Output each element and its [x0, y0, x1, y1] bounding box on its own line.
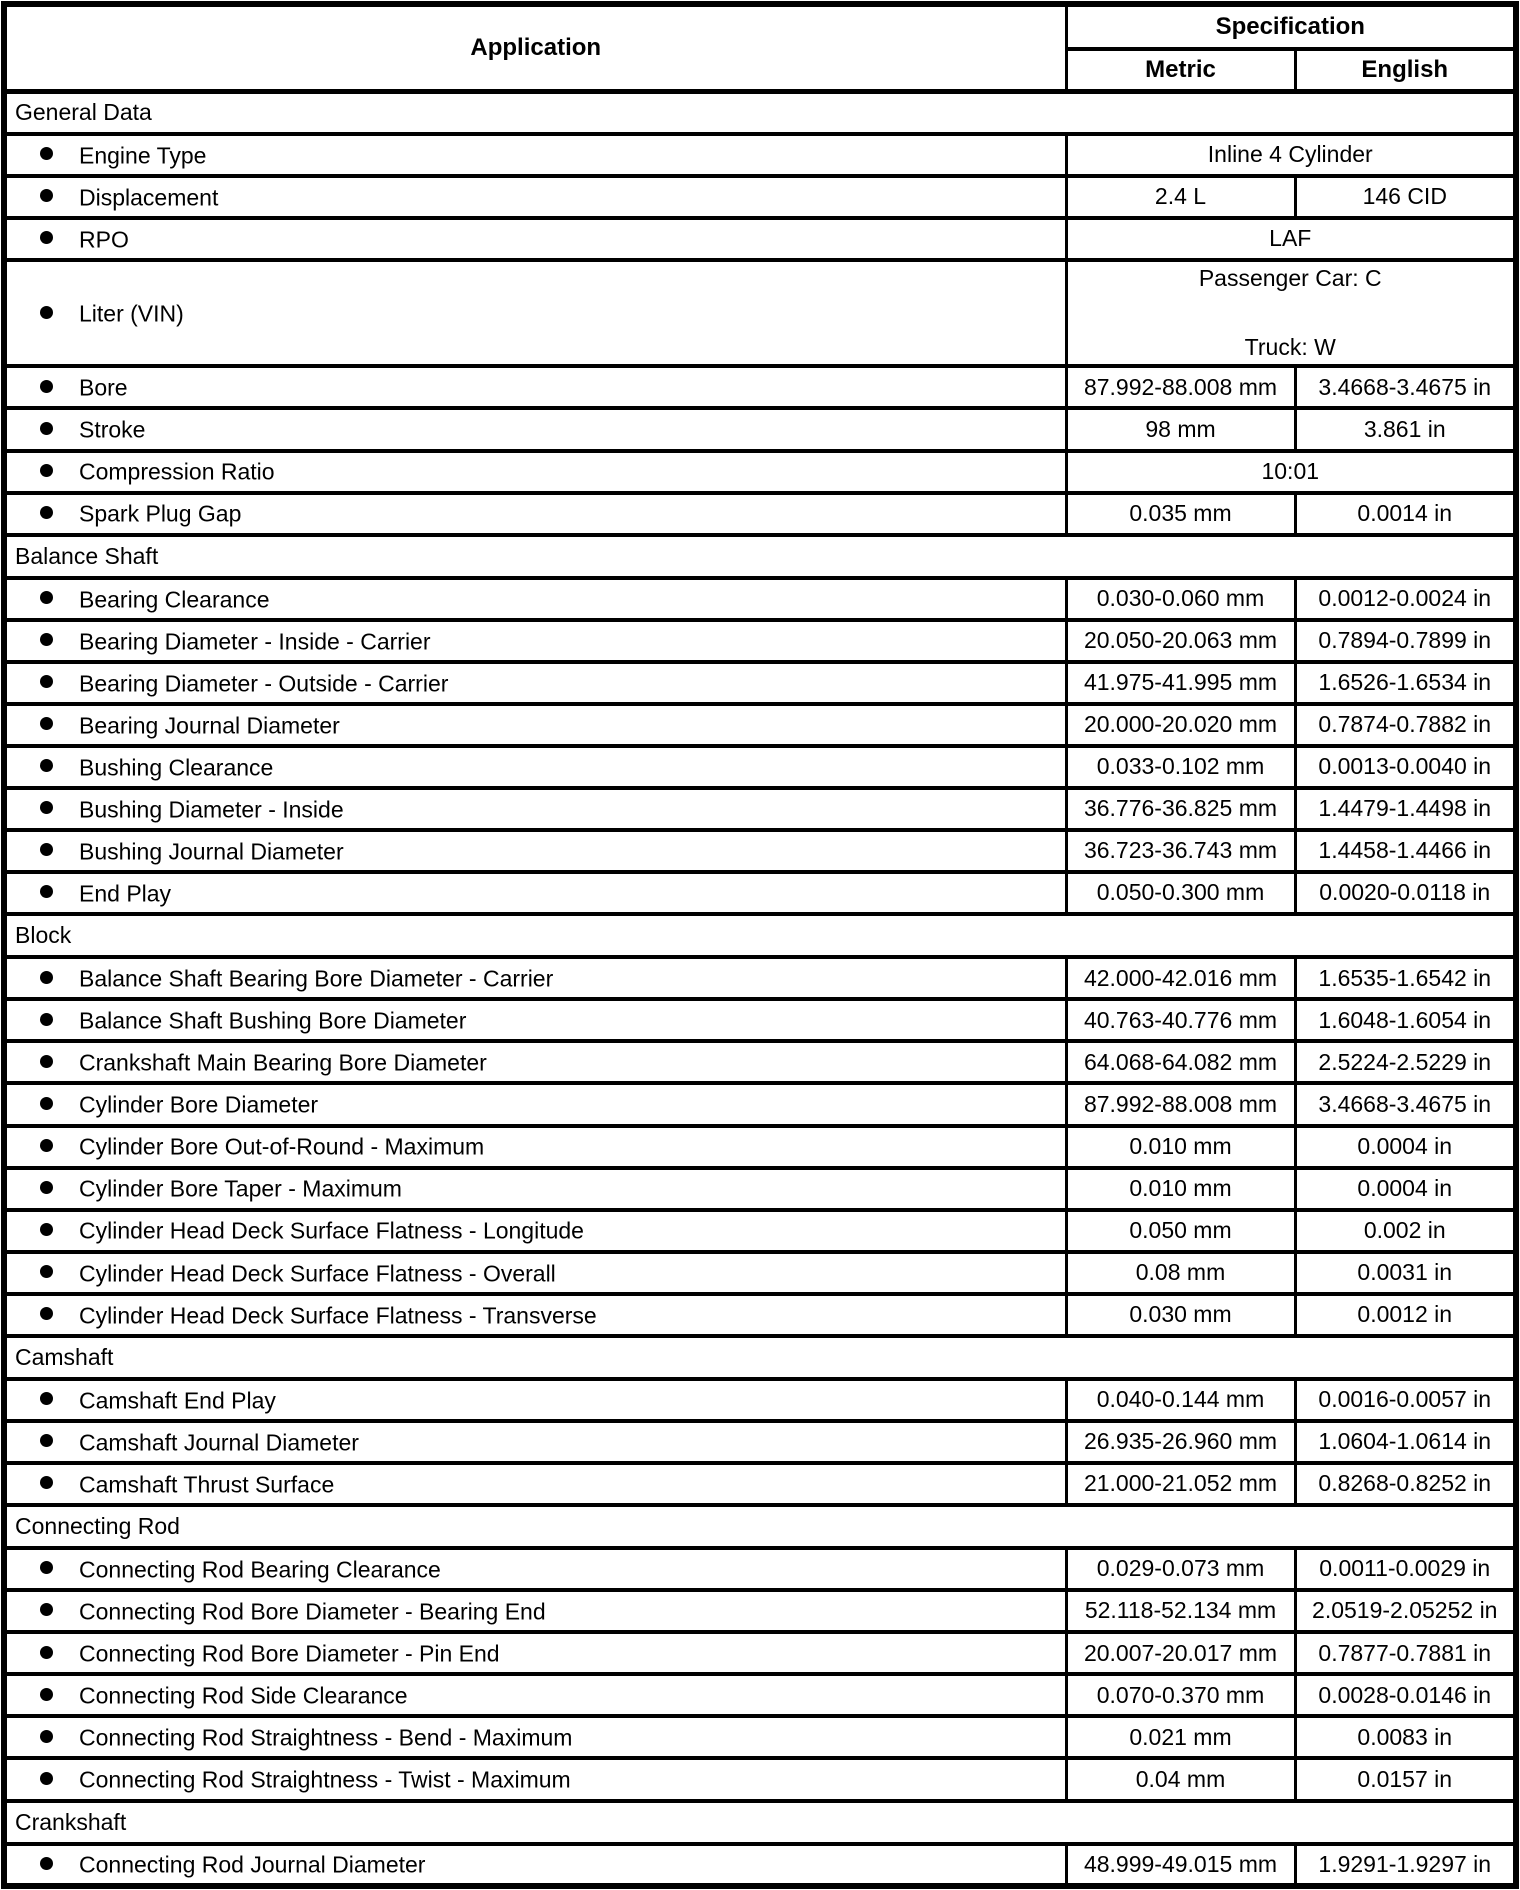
application-cell — [4, 662, 1066, 704]
application-cell — [4, 134, 1066, 176]
application-label: Connecting Rod Bearing Clearance — [79, 1556, 441, 1583]
specification-value — [1066, 260, 1516, 366]
metric-value: 0.040-0.144 mm — [1066, 1379, 1295, 1421]
metric-value: 21.000-21.052 mm — [1066, 1463, 1295, 1505]
spec-row — [4, 788, 1516, 830]
english-value: 0.7894-0.7899 in — [1295, 620, 1516, 662]
application-cell — [4, 872, 1066, 914]
spec-row — [4, 1168, 1516, 1210]
specification-value-line: Passenger Car: C — [1198, 264, 1382, 291]
bullet-icon — [40, 1646, 53, 1659]
english-value: 0.0011-0.0029 in — [1295, 1548, 1516, 1590]
bullet-icon — [40, 464, 53, 477]
metric-value: 20.007-20.017 mm — [1066, 1632, 1295, 1674]
bullet-icon — [40, 506, 53, 519]
metric-value: 0.050-0.300 mm — [1066, 872, 1295, 914]
english-value: 0.0013-0.0040 in — [1295, 746, 1516, 788]
column-header-metric: Metric — [1066, 49, 1295, 91]
section-header: Crankshaft — [4, 1801, 1516, 1844]
bullet-icon — [40, 1097, 53, 1110]
application-label: Bearing Diameter - Outside - Carrier — [79, 670, 449, 697]
application-label: Connecting Rod Side Clearance — [79, 1682, 408, 1709]
bullet-icon — [40, 1603, 53, 1616]
metric-value: 0.035 mm — [1066, 493, 1295, 535]
specification-value: 10:01 — [1066, 451, 1516, 493]
application-label: Cylinder Head Deck Surface Flatness - Transverse — [79, 1302, 597, 1329]
english-value: 0.7874-0.7882 in — [1295, 704, 1516, 746]
metric-value: 87.992-88.008 mm — [1066, 1083, 1295, 1125]
engine-specifications-table — [1, 1, 1519, 1889]
section-row — [4, 914, 1516, 957]
spec-row — [4, 1548, 1516, 1590]
metric-value: 0.070-0.370 mm — [1066, 1674, 1295, 1716]
bullet-icon — [40, 971, 53, 984]
bullet-icon — [40, 843, 53, 856]
bullet-icon — [40, 633, 53, 646]
bullet-icon — [40, 1730, 53, 1743]
metric-value: 0.04 mm — [1066, 1758, 1295, 1800]
section-header: Camshaft — [4, 1336, 1516, 1379]
application-cell — [4, 1632, 1066, 1674]
spec-row — [4, 1674, 1516, 1716]
table-body — [4, 91, 1516, 1886]
english-value: 0.0157 in — [1295, 1758, 1516, 1800]
metric-value: 42.000-42.016 mm — [1066, 957, 1295, 999]
metric-value: 52.118-52.134 mm — [1066, 1590, 1295, 1632]
spec-row — [4, 662, 1516, 704]
bullet-icon — [40, 1181, 53, 1194]
spec-row — [4, 704, 1516, 746]
application-cell — [4, 746, 1066, 788]
english-value: 3.4668-3.4675 in — [1295, 1083, 1516, 1125]
application-label: Bushing Diameter - Inside — [79, 796, 344, 823]
spec-row — [4, 1252, 1516, 1294]
english-value: 0.8268-0.8252 in — [1295, 1463, 1516, 1505]
section-header: General Data — [4, 91, 1516, 134]
spec-row — [4, 176, 1516, 218]
section-row — [4, 1336, 1516, 1379]
application-label: Camshaft Journal Diameter — [79, 1429, 359, 1456]
bullet-icon — [40, 1307, 53, 1320]
application-cell — [4, 1548, 1066, 1590]
application-label: Liter (VIN) — [79, 300, 184, 327]
metric-value: 0.030-0.060 mm — [1066, 578, 1295, 620]
specification-value: LAF — [1066, 218, 1516, 260]
english-value: 0.0004 in — [1295, 1126, 1516, 1168]
application-label: Cylinder Bore Taper - Maximum — [79, 1175, 402, 1202]
bullet-icon — [40, 885, 53, 898]
bullet-icon — [40, 717, 53, 730]
application-cell — [4, 408, 1066, 450]
spec-row — [4, 366, 1516, 408]
bullet-icon — [40, 1139, 53, 1152]
english-value: 1.0604-1.0614 in — [1295, 1421, 1516, 1463]
spec-row — [4, 999, 1516, 1041]
bullet-icon — [40, 1857, 53, 1870]
specification-value-line: Truck: W — [1244, 334, 1336, 361]
bullet-icon — [40, 759, 53, 772]
application-label: Bushing Journal Diameter — [79, 838, 344, 865]
english-value: 0.0083 in — [1295, 1716, 1516, 1758]
application-cell — [4, 1716, 1066, 1758]
bullet-icon — [40, 801, 53, 814]
application-label: End Play — [79, 880, 172, 907]
spec-row — [4, 1379, 1516, 1421]
column-header-specification: Specification — [1066, 4, 1516, 49]
english-value: 1.6535-1.6542 in — [1295, 957, 1516, 999]
application-cell — [4, 451, 1066, 493]
english-value: 1.9291-1.9297 in — [1295, 1844, 1516, 1886]
english-value: 1.4458-1.4466 in — [1295, 830, 1516, 872]
bullet-icon — [40, 1476, 53, 1489]
bullet-icon — [40, 1561, 53, 1574]
metric-value: 0.021 mm — [1066, 1716, 1295, 1758]
metric-value: 26.935-26.960 mm — [1066, 1421, 1295, 1463]
metric-value: 2.4 L — [1066, 176, 1295, 218]
application-label: Cylinder Head Deck Surface Flatness - Overall — [79, 1259, 556, 1286]
application-label: Camshaft Thrust Surface — [79, 1471, 335, 1498]
application-cell — [4, 493, 1066, 535]
english-value: 1.4479-1.4498 in — [1295, 788, 1516, 830]
spec-row — [4, 1421, 1516, 1463]
application-label: Bearing Clearance — [79, 585, 270, 612]
application-cell — [4, 1421, 1066, 1463]
spec-row — [4, 578, 1516, 620]
application-label: Bearing Diameter - Inside - Carrier — [79, 628, 431, 655]
bullet-icon — [40, 1265, 53, 1278]
english-value: 2.5224-2.5229 in — [1295, 1041, 1516, 1083]
english-value: 1.6526-1.6534 in — [1295, 662, 1516, 704]
application-cell — [4, 788, 1066, 830]
application-label: Balance Shaft Bushing Bore Diameter — [79, 1007, 467, 1034]
spec-row — [4, 1126, 1516, 1168]
bullet-icon — [40, 1772, 53, 1785]
application-cell — [4, 1294, 1066, 1336]
spec-row — [4, 1083, 1516, 1125]
column-header-english: English — [1295, 49, 1516, 91]
bullet-icon — [40, 1688, 53, 1701]
metric-value: 98 mm — [1066, 408, 1295, 450]
spec-row — [4, 1716, 1516, 1758]
bullet-icon — [40, 422, 53, 435]
application-label: Balance Shaft Bearing Bore Diameter - Carrier — [79, 965, 554, 992]
spec-row — [4, 1041, 1516, 1083]
spec-row — [4, 1758, 1516, 1800]
application-cell — [4, 1210, 1066, 1252]
metric-value: 36.723-36.743 mm — [1066, 830, 1295, 872]
english-value: 0.0004 in — [1295, 1168, 1516, 1210]
metric-value: 0.08 mm — [1066, 1252, 1295, 1294]
english-value: 0.0028-0.0146 in — [1295, 1674, 1516, 1716]
metric-value: 20.050-20.063 mm — [1066, 620, 1295, 662]
metric-value: 0.010 mm — [1066, 1126, 1295, 1168]
application-label: Cylinder Bore Diameter — [79, 1091, 319, 1118]
english-value: 0.0014 in — [1295, 493, 1516, 535]
application-cell — [4, 957, 1066, 999]
application-cell — [4, 578, 1066, 620]
application-label: Connecting Rod Straightness - Twist - Maximum — [79, 1766, 571, 1793]
application-cell — [4, 1379, 1066, 1421]
application-cell — [4, 999, 1066, 1041]
application-label: Connecting Rod Journal Diameter — [79, 1851, 426, 1878]
specification-value: Inline 4 Cylinder — [1066, 134, 1516, 176]
bullet-icon — [40, 1223, 53, 1236]
spec-row — [4, 746, 1516, 788]
english-value: 0.0020-0.0118 in — [1295, 872, 1516, 914]
metric-value: 0.050 mm — [1066, 1210, 1295, 1252]
application-cell — [4, 1590, 1066, 1632]
spec-row — [4, 260, 1516, 366]
metric-value: 0.029-0.073 mm — [1066, 1548, 1295, 1590]
metric-value: 40.763-40.776 mm — [1066, 999, 1295, 1041]
english-value: 0.0012-0.0024 in — [1295, 578, 1516, 620]
application-cell — [4, 1674, 1066, 1716]
spec-row — [4, 1210, 1516, 1252]
spec-row — [4, 1632, 1516, 1674]
application-cell — [4, 176, 1066, 218]
application-label: Cylinder Head Deck Surface Flatness - Longitude — [79, 1217, 584, 1244]
application-label: Bore — [79, 374, 128, 401]
application-label: Bushing Clearance — [79, 754, 274, 781]
application-label: Connecting Rod Bore Diameter - Bearing End — [79, 1598, 546, 1625]
bullet-icon — [40, 231, 53, 244]
english-value: 2.0519-2.05252 in — [1295, 1590, 1516, 1632]
bullet-icon — [40, 1392, 53, 1405]
application-label: Connecting Rod Straightness - Bend - Maximum — [79, 1724, 573, 1751]
application-label: Connecting Rod Bore Diameter - Pin End — [79, 1640, 500, 1667]
english-value: 3.4668-3.4675 in — [1295, 366, 1516, 408]
english-value: 3.861 in — [1295, 408, 1516, 450]
bullet-icon — [40, 147, 53, 160]
metric-value: 48.999-49.015 mm — [1066, 1844, 1295, 1886]
metric-value: 41.975-41.995 mm — [1066, 662, 1295, 704]
english-value: 0.002 in — [1295, 1210, 1516, 1252]
bullet-icon — [40, 1013, 53, 1026]
spec-row — [4, 408, 1516, 450]
application-cell — [4, 366, 1066, 408]
application-cell — [4, 1126, 1066, 1168]
bullet-icon — [40, 675, 53, 688]
application-cell — [4, 1168, 1066, 1210]
application-cell — [4, 620, 1066, 662]
application-cell — [4, 830, 1066, 872]
spec-row — [4, 620, 1516, 662]
english-value: 0.7877-0.7881 in — [1295, 1632, 1516, 1674]
application-cell — [4, 218, 1066, 260]
section-row — [4, 1801, 1516, 1844]
bullet-icon — [40, 306, 53, 319]
application-label: Displacement — [79, 184, 219, 211]
application-cell — [4, 704, 1066, 746]
application-label: RPO — [79, 226, 129, 253]
application-cell — [4, 1844, 1066, 1886]
metric-value: 0.010 mm — [1066, 1168, 1295, 1210]
table-header — [4, 4, 1516, 91]
bullet-icon — [40, 1434, 53, 1447]
application-cell — [4, 1041, 1066, 1083]
section-row — [4, 535, 1516, 578]
section-header: Block — [4, 914, 1516, 957]
metric-value: 36.776-36.825 mm — [1066, 788, 1295, 830]
application-cell — [4, 260, 1066, 366]
application-label: Compression Ratio — [79, 458, 275, 485]
metric-value: 0.033-0.102 mm — [1066, 746, 1295, 788]
bullet-icon — [40, 189, 53, 202]
application-cell — [4, 1252, 1066, 1294]
spec-row — [4, 872, 1516, 914]
application-label: Stroke — [79, 416, 146, 443]
spec-row — [4, 1463, 1516, 1505]
english-value: 0.0016-0.0057 in — [1295, 1379, 1516, 1421]
spec-row — [4, 957, 1516, 999]
application-label: Crankshaft Main Bearing Bore Diameter — [79, 1049, 487, 1076]
metric-value: 0.030 mm — [1066, 1294, 1295, 1336]
spec-row — [4, 218, 1516, 260]
bullet-icon — [40, 591, 53, 604]
application-label: Spark Plug Gap — [79, 500, 242, 527]
spec-row — [4, 451, 1516, 493]
column-header-application: Application — [4, 4, 1066, 91]
english-value: 1.6048-1.6054 in — [1295, 999, 1516, 1041]
metric-value: 64.068-64.082 mm — [1066, 1041, 1295, 1083]
spec-row — [4, 1844, 1516, 1886]
english-value: 0.0031 in — [1295, 1252, 1516, 1294]
application-label: Engine Type — [79, 142, 207, 169]
section-row — [4, 91, 1516, 134]
application-label: Bearing Journal Diameter — [79, 712, 340, 739]
section-header: Balance Shaft — [4, 535, 1516, 578]
application-cell — [4, 1758, 1066, 1800]
spec-row — [4, 493, 1516, 535]
application-cell — [4, 1463, 1066, 1505]
application-cell — [4, 1083, 1066, 1125]
bullet-icon — [40, 380, 53, 393]
application-label: Camshaft End Play — [79, 1387, 276, 1414]
section-header: Connecting Rod — [4, 1505, 1516, 1548]
english-value: 146 CID — [1295, 176, 1516, 218]
spec-row — [4, 134, 1516, 176]
spec-row — [4, 1590, 1516, 1632]
spec-row — [4, 830, 1516, 872]
spec-row — [4, 1294, 1516, 1336]
bullet-icon — [40, 1055, 53, 1068]
section-row — [4, 1505, 1516, 1548]
metric-value: 87.992-88.008 mm — [1066, 366, 1295, 408]
application-label: Cylinder Bore Out-of-Round - Maximum — [79, 1133, 485, 1160]
metric-value: 20.000-20.020 mm — [1066, 704, 1295, 746]
english-value: 0.0012 in — [1295, 1294, 1516, 1336]
